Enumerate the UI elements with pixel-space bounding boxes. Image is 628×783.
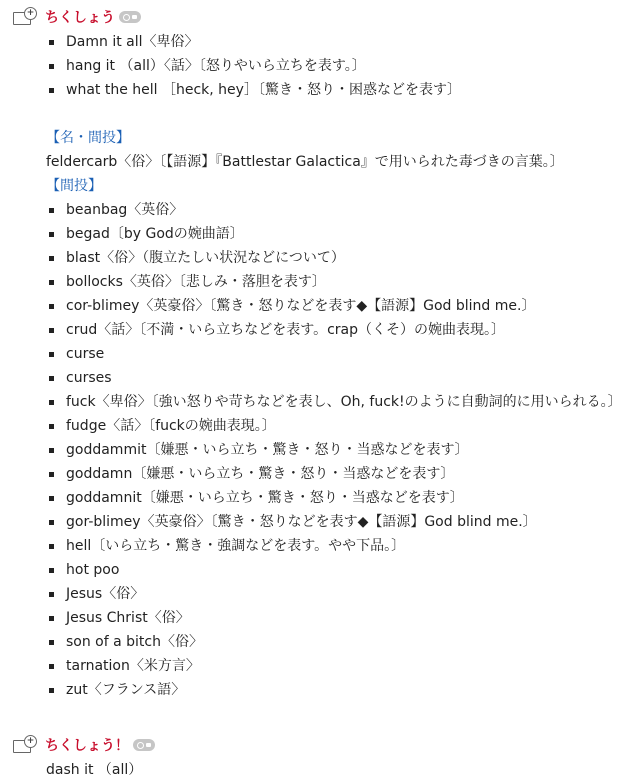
list-item: hell〔いら立ち・驚き・強調などを表す。やや下品。〕: [46, 534, 621, 558]
definition-text: feldercarb〈俗〉〔【語源】『Battlestar Galactica』で用いられた毒づきの言葉。〕: [46, 154, 564, 170]
list-item: hang it （all）〈話〉〔怒りやいら立ちを表す。〕: [46, 54, 461, 78]
headword-text: ちくしょう: [45, 738, 115, 754]
interjection-list: [46, 198, 621, 702]
list-item: goddammit〔嫌悪・いら立ち・驚き・怒り・当惑などを表す〕: [46, 438, 621, 462]
headword: [45, 735, 129, 755]
audio-speaker-icon[interactable]: [119, 11, 141, 23]
list-item: tarnation〈米方言〉: [46, 654, 621, 678]
list-item: fuck〈卑俗〉〔強い怒りや苛ちなどを表し、Oh, fuck!のように自動詞的に用いられる。〕: [46, 390, 621, 414]
list-item: gor-blimey〈英豪俗〉〔驚き・怒りなどを表す◆【語源】God blind me.〕: [46, 510, 621, 534]
audio-speaker-icon[interactable]: [133, 739, 155, 751]
pos-label-noun-interj: 【名・間投】: [46, 130, 130, 146]
sense-list: [46, 30, 461, 102]
list-item: son of a bitch〈俗〉: [46, 630, 621, 654]
list-item: crud〈話〉〔不満・いら立ちなどを表す。crap（くそ）の婉曲表現。〕: [46, 318, 621, 342]
list-item: blast〈俗〉（腹立たしい状況などについて）: [46, 246, 621, 270]
headword-mark: ！: [115, 738, 129, 754]
add-to-wordbook-icon[interactable]: +: [12, 7, 38, 27]
headword: ちくしょう: [45, 10, 115, 26]
list-item: curse: [46, 342, 621, 366]
pos-label-interj: 【間投】: [46, 178, 102, 194]
entry-header: [12, 734, 155, 756]
list-item: begad〔by Godの婉曲語〕: [46, 222, 621, 246]
add-to-wordbook-icon[interactable]: +: [12, 735, 38, 755]
list-item: fudge〈話〉〔fuckの婉曲表現。〕: [46, 414, 621, 438]
list-item: bollocks〈英俗〉〔悲しみ・落胆を表す〕: [46, 270, 621, 294]
list-item: zut〈フランス語〉: [46, 678, 621, 702]
list-item: cor-blimey〈英豪俗〉〔驚き・怒りなどを表す◆【語源】God blind me.〕: [46, 294, 621, 318]
list-item: Damn it all〈卑俗〉: [46, 30, 461, 54]
entry-header: [12, 6, 141, 28]
list-item: curses: [46, 366, 621, 390]
definition-text: dash it （all）: [46, 762, 143, 778]
list-item: goddamn〔嫌悪・いら立ち・驚き・怒り・当惑などを表す〕: [46, 462, 621, 486]
list-item: goddamnit〔嫌悪・いら立ち・驚き・怒り・当惑などを表す〕: [46, 486, 621, 510]
list-item: what the hell ［heck, hey］〔驚き・怒り・困惑などを表す〕: [46, 78, 461, 102]
list-item: Jesus Christ〈俗〉: [46, 606, 621, 630]
list-item: Jesus〈俗〉: [46, 582, 621, 606]
list-item: hot poo: [46, 558, 621, 582]
list-item: beanbag〈英俗〉: [46, 198, 621, 222]
